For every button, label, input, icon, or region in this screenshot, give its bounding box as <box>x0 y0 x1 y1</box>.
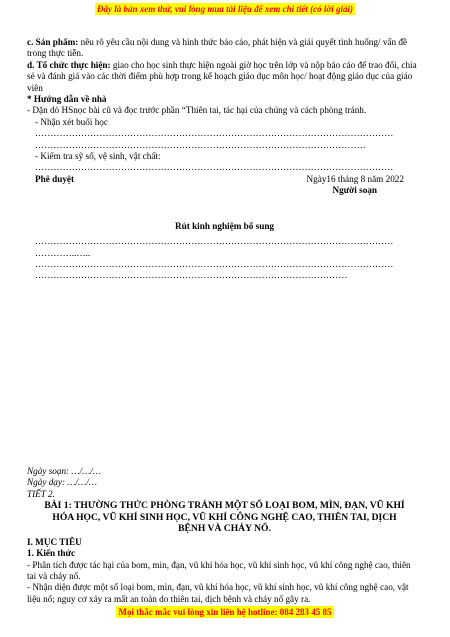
knowledge-heading: 1. Kiến thức <box>27 548 76 559</box>
lesson-title-1: BÀI 1: THƯỜNG THỨC PHÒNG TRÁNH MỘT SỐ LOẠI BOM, MÌN, ĐẠN, VŨ KHÍ <box>44 499 405 511</box>
dotted-line-5: …………..….. <box>35 247 91 258</box>
date-text: Ngày16 tháng 8 năm 2022 <box>306 173 404 184</box>
section-d <box>27 60 422 94</box>
section-c-text: nêu rõ yêu cầu nội dung và hình thức báo cáo, phát hiện và giải quyết tình huống/ vấn đề trong thực tiễn. <box>27 37 408 59</box>
dotted-line-4: ……………………………………………………………………………………………………… <box>35 236 394 247</box>
lesson-title-3: BỆNH VÀ CHÁY NỔ. <box>178 523 271 535</box>
preview-banner <box>0 4 450 14</box>
dotted-line-6: ……………………………………………………………………………………………………… <box>35 258 394 269</box>
hotline-banner-text: Mọi thắc mắc vui lòng xin liên hệ hotline: 084 283 45 85 <box>118 607 332 617</box>
preview-banner-text: Đây là bản xem thử, vui lòng mua tài liệu để xem chi tiết (có lời giải) <box>97 4 353 14</box>
author-label: Người soạn <box>332 185 377 196</box>
guide-item-2: - Nhận xét buổi học <box>35 116 108 127</box>
knowledge-item-2: - Nhận diện được một số loại bom, mìn, đạn, vũ khí hóa học, vũ khí sinh học, vũ khí công nghệ cao, vật liệu nổ; nguy cơ xảy ra mất an toàn do thiên tai, dịch bệnh và cháy nổ gây ra. <box>27 582 409 604</box>
approve-label: Phê duyệt <box>35 173 75 184</box>
guide-heading: * Hướng dẫn về nhà <box>27 94 107 105</box>
check-label: - Kiểm tra sỹ số, vệ sinh, vật chất: <box>35 151 161 162</box>
dotted-line-3: ……………………………………………………………………………………………………… <box>35 162 394 173</box>
section-d-label: d. Tổ chức thực hiện: <box>27 59 111 70</box>
prep-date: Ngày soạn: …/…/… <box>27 465 102 476</box>
guide-item-1: - Dặn dò HSnọc bài cũ và đọc trước phần “Thiên tai, tác hại của chúng và cách phòng tránh. <box>27 105 367 116</box>
hotline-banner <box>0 607 450 617</box>
approval-row <box>27 174 422 185</box>
knowledge-item-1: - Phân tích được tác hại của bom, mìn, đạn, vũ khí hóa học, vũ khí sinh học, vũ khí công nghệ cao, thiên tai và cháy nổ. <box>27 559 411 581</box>
document-page <box>27 37 422 605</box>
experience-heading: Rút kinh nghiệm bổ sung <box>174 220 275 231</box>
period-label: TIẾT 2. <box>27 488 55 499</box>
dotted-line-1: ……………………………………………………………………………………………………… <box>35 128 394 139</box>
section-c-label: c. Sản phẩm: <box>27 37 79 47</box>
section-c <box>27 37 422 60</box>
dotted-line-7: ………………………………………………………………………………………… <box>35 270 348 281</box>
lesson-title-2: HÓA HỌC, VŨ KHÍ SINH HỌC, VŨ KHÍ CÔNG NGHỆ CAO, THIÊN TAI, DỊCH <box>52 511 397 523</box>
dotted-line-2: ……………………………………………………………………………………………… <box>35 139 366 150</box>
goals-heading: I. MỤC TIÊU <box>27 536 82 547</box>
teach-date: Ngày dạy: …/…/… <box>27 477 97 488</box>
section-d-text: giao cho học sinh thực hiện ngoài giờ học trên lớp và nộp báo cáo để trao đổi, chia sẻ và đánh giá vào các thời điểm phù hợp trong kế hoạch giáo dục môn học/ hoạt động giáo dục của giáo viên <box>27 59 417 93</box>
